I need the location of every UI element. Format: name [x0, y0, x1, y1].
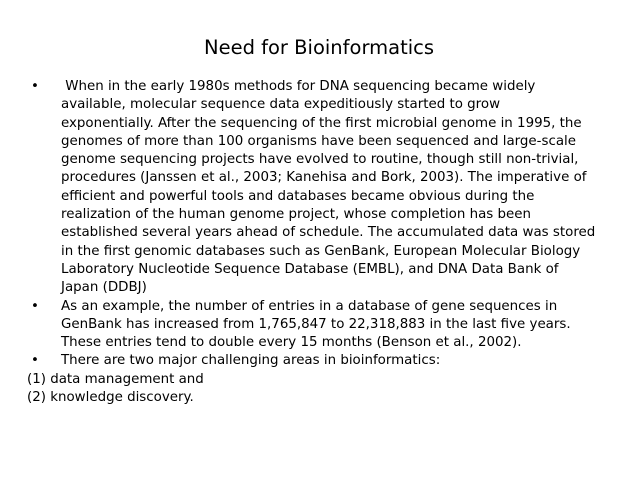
- text-line: exponentially. After the sequencing of the first microbial genome in 1995, the: [61, 115, 582, 131]
- plain-line: (2) knowledge discovery.: [27, 390, 194, 406]
- text-line: procedures (Janssen et al., 2003; Kanehisa and Bork, 2003). The imperative of: [61, 170, 587, 186]
- bullet-item: [31, 78, 631, 298]
- text-line: There are two major challenging areas in bioinformatics:: [61, 353, 441, 369]
- text-line: GenBank has increased from 1,765,847 to 22,318,883 in the last five years.: [61, 316, 571, 332]
- slide-title: Need for Bioinformatics: [203, 36, 435, 59]
- plain-line: (1) data management and: [27, 371, 204, 387]
- bullet-marker: •: [31, 79, 39, 94]
- text-line: When in the early 1980s methods for DNA sequencing became widely: [61, 79, 536, 94]
- bullet-marker: •: [31, 298, 39, 314]
- bullet-item: [31, 352, 631, 370]
- text-line: efficient and powerful tools and databases became obvious during the: [61, 188, 535, 204]
- text-line: established several years ahead of schedule. The accumulated data was stored: [61, 225, 596, 241]
- slide-body: [27, 78, 631, 407]
- bullet-marker: •: [31, 353, 39, 369]
- text-line: genomes of more than 100 organisms have been sequenced and large-scale: [61, 133, 577, 149]
- text-line: These entries tend to double every 15 months (Benson et al., 2002).: [61, 335, 522, 351]
- bullet-item: [31, 298, 631, 353]
- text-line: Japan (DDBJ): [61, 280, 147, 296]
- text-line: genome sequencing projects have evolved to routine, though still non-trivial,: [61, 152, 579, 168]
- text-line: Laboratory Nucleotide Sequence Database (EMBL), and DNA Data Bank of: [61, 261, 559, 277]
- text-line: As an example, the number of entries in a database of gene sequences in: [61, 298, 558, 314]
- text-line: available, molecular sequence data expeditiously started to grow: [61, 97, 501, 113]
- text-line: realization of the human genome project, whose completion has been: [61, 207, 531, 223]
- text-line: in the first genomic databases such as GenBank, European Molecular Biology: [61, 243, 581, 259]
